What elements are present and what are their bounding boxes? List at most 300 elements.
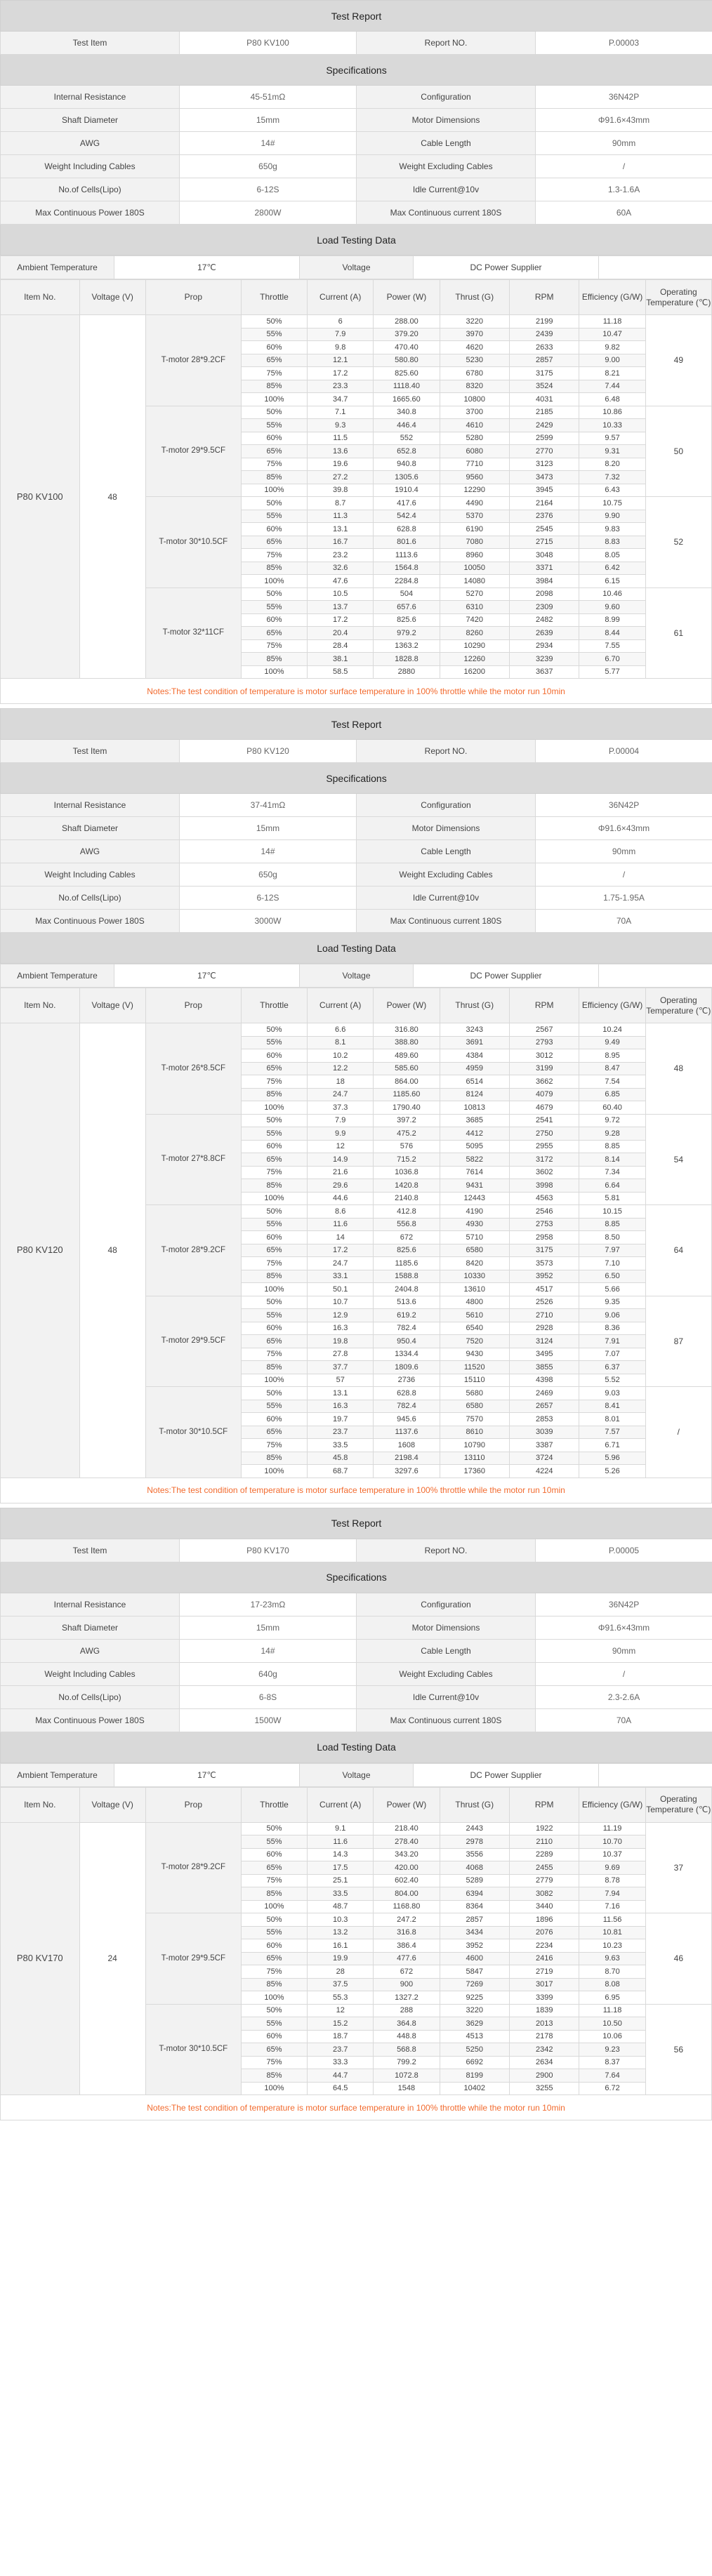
data-cell: 100% xyxy=(241,665,307,679)
data-cell: 2955 xyxy=(509,1140,579,1153)
data-cell: 65% xyxy=(241,2043,307,2057)
prop-cell: T-motor 30*10.5CF xyxy=(145,1387,241,1478)
data-cell: 979.2 xyxy=(374,627,440,640)
data-cell: 2185 xyxy=(509,406,579,419)
data-cell: 12 xyxy=(308,1140,374,1153)
data-cell: 2376 xyxy=(509,510,579,523)
spec-row xyxy=(1,887,712,910)
operating-temperature: 50 xyxy=(645,406,711,497)
voltage-cell: 48 xyxy=(79,1023,145,1478)
data-cell: 278.40 xyxy=(374,1835,440,1849)
data-cell: 10050 xyxy=(440,562,509,575)
spec-value: 37-41mΩ xyxy=(180,794,357,817)
column-header: Item No. xyxy=(1,988,80,1023)
data-cell: 388.80 xyxy=(374,1036,440,1049)
data-cell: 7080 xyxy=(440,536,509,549)
spec-row xyxy=(1,1662,712,1685)
data-cell: 85% xyxy=(241,380,307,393)
prop-cell: T-motor 32*11CF xyxy=(145,587,241,679)
data-cell: 100% xyxy=(241,1283,307,1296)
report-no-value: P.00004 xyxy=(536,740,712,763)
data-cell: 2750 xyxy=(509,1127,579,1141)
data-cell: 8.08 xyxy=(579,1978,645,1991)
load-testing-title: Load Testing Data xyxy=(1,225,712,255)
data-cell: 14080 xyxy=(440,575,509,588)
spec-row xyxy=(1,1708,712,1732)
data-cell: 85% xyxy=(241,1270,307,1283)
data-cell: 50% xyxy=(241,1296,307,1309)
data-cell: 8.78 xyxy=(579,1874,645,1887)
data-cell: 10.50 xyxy=(579,2017,645,2031)
data-cell: 18 xyxy=(308,1075,374,1089)
data-cell: 65% xyxy=(241,445,307,458)
data-cell: 33.5 xyxy=(308,1439,374,1452)
data-cell: 580.80 xyxy=(374,354,440,367)
data-cell: 7.94 xyxy=(579,1887,645,1901)
test-item-value: P80 KV120 xyxy=(180,740,357,763)
spec-label: Max Continuous Power 180S xyxy=(1,1708,180,1732)
data-cell: 2541 xyxy=(509,1114,579,1127)
data-cell: 50% xyxy=(241,1205,307,1219)
data-cell: 2198.4 xyxy=(374,1452,440,1465)
prop-cell: T-motor 29*9.5CF xyxy=(145,1913,241,2005)
column-header: Throttle xyxy=(241,988,307,1023)
data-cell: 7710 xyxy=(440,458,509,471)
data-cell: 3637 xyxy=(509,665,579,679)
data-cell: 4563 xyxy=(509,1192,579,1205)
data-cell: 3724 xyxy=(509,1452,579,1465)
data-cell: 33.3 xyxy=(308,2056,374,2069)
data-cell: 16200 xyxy=(440,665,509,679)
spec-value: 36N42P xyxy=(536,86,712,109)
data-cell: 9.00 xyxy=(579,354,645,367)
data-cell: 4398 xyxy=(509,1374,579,1387)
data-cell: 65% xyxy=(241,1952,307,1965)
spec-label: Max Continuous Power 180S xyxy=(1,910,180,933)
spec-row xyxy=(1,1685,712,1708)
spec-label: No.of Cells(Lipo) xyxy=(1,887,180,910)
report-no-value: P.00003 xyxy=(536,32,712,55)
data-cell: 8.99 xyxy=(579,613,645,627)
column-header: Throttle xyxy=(241,280,307,315)
data-cell: 1910.4 xyxy=(374,484,440,497)
data-cell: 10402 xyxy=(440,2082,509,2095)
data-cell: 14.3 xyxy=(308,1848,374,1861)
data-cell: 6.95 xyxy=(579,1991,645,2005)
spec-row xyxy=(1,109,712,132)
data-cell: 6.70 xyxy=(579,653,645,666)
data-cell: 17.2 xyxy=(308,367,374,380)
data-cell: 37.5 xyxy=(308,1978,374,1991)
report-no-value: P.00005 xyxy=(536,1539,712,1562)
data-cell: 1334.4 xyxy=(374,1348,440,1361)
spec-label: Weight Excluding Cables xyxy=(357,1662,536,1685)
data-cell: 85% xyxy=(241,1978,307,1991)
data-cell: 28.4 xyxy=(308,639,374,653)
spec-label: AWG xyxy=(1,132,180,155)
data-cell: 2657 xyxy=(509,1400,579,1413)
data-cell: 288.00 xyxy=(374,315,440,328)
data-cell: 100% xyxy=(241,484,307,497)
data-cell: 60% xyxy=(241,1939,307,1953)
spec-label: Idle Current@10v xyxy=(357,887,536,910)
data-cell: 825.60 xyxy=(374,367,440,380)
data-cell: 16.3 xyxy=(308,1322,374,1335)
data-cell: 2719 xyxy=(509,1965,579,1979)
specifications-title: Specifications xyxy=(1,1562,712,1593)
test-item-value: P80 KV170 xyxy=(180,1539,357,1562)
ambient-temperature-label: Ambient Temperature xyxy=(1,964,114,988)
data-cell: 100% xyxy=(241,1991,307,2005)
table-row xyxy=(1,1822,712,1835)
data-cell: 8.47 xyxy=(579,1062,645,1075)
data-cell: 19.8 xyxy=(308,1335,374,1348)
data-cell: 864.00 xyxy=(374,1075,440,1089)
column-header: Prop xyxy=(145,280,241,315)
data-cell: 2526 xyxy=(509,1296,579,1309)
data-cell: 3952 xyxy=(440,1939,509,1953)
data-cell: 12.1 xyxy=(308,354,374,367)
data-cell: 11.3 xyxy=(308,510,374,523)
data-cell: 6.64 xyxy=(579,1179,645,1193)
voltage-value: DC Power Supplier xyxy=(414,256,599,279)
data-cell: 10.75 xyxy=(579,497,645,510)
report-gap xyxy=(0,2120,712,2125)
test-item-label: Test Item xyxy=(1,32,180,55)
data-cell: 1327.2 xyxy=(374,1991,440,2005)
spec-label: Weight Including Cables xyxy=(1,1662,180,1685)
spec-label: Cable Length xyxy=(357,840,536,863)
prop-cell: T-motor 28*9.2CF xyxy=(145,1205,241,1296)
ambient-temperature-value: 17℃ xyxy=(114,1763,300,1786)
data-cell: 23.2 xyxy=(308,549,374,562)
data-cell: 6.72 xyxy=(579,2082,645,2095)
column-header: Power (W) xyxy=(374,1787,440,1822)
column-header: Voltage (V) xyxy=(79,1787,145,1822)
data-cell: 33.5 xyxy=(308,1887,374,1901)
data-cell: 57 xyxy=(308,1374,374,1387)
spec-value: 650g xyxy=(180,155,357,178)
data-cell: 5250 xyxy=(440,2043,509,2057)
data-cell: 3855 xyxy=(509,1361,579,1374)
spec-label: Shaft Diameter xyxy=(1,817,180,840)
data-cell: 8.41 xyxy=(579,1400,645,1413)
data-cell: 4031 xyxy=(509,393,579,406)
data-cell: 1113.6 xyxy=(374,549,440,562)
specifications-title: Specifications xyxy=(1,55,712,86)
data-cell: 100% xyxy=(241,1192,307,1205)
data-cell: 13.7 xyxy=(308,601,374,614)
spec-label: Max Continuous current 180S xyxy=(357,201,536,225)
spec-value: 14# xyxy=(180,1639,357,1662)
data-cell: 9560 xyxy=(440,471,509,484)
data-cell: 7.97 xyxy=(579,1244,645,1257)
data-cell: 44.6 xyxy=(308,1192,374,1205)
data-cell: 2639 xyxy=(509,627,579,640)
spec-value: 45-51mΩ xyxy=(180,86,357,109)
data-cell: 8.85 xyxy=(579,1140,645,1153)
data-cell: 801.6 xyxy=(374,536,440,549)
data-cell: 10.5 xyxy=(308,587,374,601)
data-cell: 47.6 xyxy=(308,575,374,588)
data-cell: 3220 xyxy=(440,315,509,328)
spec-value: 90mm xyxy=(536,132,712,155)
spec-row xyxy=(1,1593,712,1616)
data-cell: 75% xyxy=(241,1439,307,1452)
data-cell: 4930 xyxy=(440,1218,509,1231)
spec-label: Shaft Diameter xyxy=(1,1616,180,1639)
data-cell: 19.9 xyxy=(308,1952,374,1965)
prop-cell: T-motor 30*10.5CF xyxy=(145,497,241,588)
data-cell: 7.55 xyxy=(579,639,645,653)
data-cell: 55% xyxy=(241,2017,307,2031)
data-cell: 60% xyxy=(241,1413,307,1426)
data-cell: 7.1 xyxy=(308,406,374,419)
data-cell: 55% xyxy=(241,328,307,341)
data-cell: 3970 xyxy=(440,328,509,341)
data-cell: 10.70 xyxy=(579,1835,645,1849)
test-report xyxy=(0,0,712,708)
spec-label: Motor Dimensions xyxy=(357,1616,536,1639)
spacer-cell xyxy=(599,256,712,279)
data-cell: 628.8 xyxy=(374,1387,440,1400)
item-no: P80 KV170 xyxy=(1,1822,80,2095)
data-cell: 2482 xyxy=(509,613,579,627)
data-cell: 5280 xyxy=(440,432,509,445)
data-cell: 65% xyxy=(241,354,307,367)
data-cell: 8.44 xyxy=(579,627,645,640)
data-cell: 100% xyxy=(241,1101,307,1115)
data-cell: 8420 xyxy=(440,1257,509,1270)
data-cell: 446.4 xyxy=(374,419,440,432)
data-cell: 50% xyxy=(241,1913,307,1927)
spec-label: Weight Excluding Cables xyxy=(357,863,536,887)
spec-row xyxy=(1,201,712,225)
data-cell: 5.96 xyxy=(579,1452,645,1465)
operating-temperature: 46 xyxy=(645,1913,711,2005)
data-cell: 55% xyxy=(241,419,307,432)
data-cell: 33.1 xyxy=(308,1270,374,1283)
data-cell: 2978 xyxy=(440,1835,509,1849)
data-cell: 8.7 xyxy=(308,497,374,510)
data-cell: 75% xyxy=(241,1166,307,1179)
report-no-label: Report NO. xyxy=(357,32,536,55)
data-cell: 9.83 xyxy=(579,523,645,536)
data-cell: 10.47 xyxy=(579,328,645,341)
spec-label: Configuration xyxy=(357,1593,536,1616)
data-cell: 5610 xyxy=(440,1309,509,1322)
prop-cell: T-motor 28*9.2CF xyxy=(145,1822,241,1913)
data-cell: 2110 xyxy=(509,1835,579,1849)
spec-value: / xyxy=(536,155,712,178)
spec-label: Motor Dimensions xyxy=(357,817,536,840)
spec-value: 70A xyxy=(536,1708,712,1732)
data-cell: 8320 xyxy=(440,380,509,393)
data-cell: 6.85 xyxy=(579,1088,645,1101)
data-cell: 45.8 xyxy=(308,1452,374,1465)
data-cell: 8.05 xyxy=(579,549,645,562)
data-cell: 542.4 xyxy=(374,510,440,523)
data-cell: 75% xyxy=(241,1075,307,1089)
data-cell: 2633 xyxy=(509,341,579,354)
data-cell: 10.2 xyxy=(308,1049,374,1063)
spec-row xyxy=(1,178,712,201)
data-cell: 2715 xyxy=(509,536,579,549)
load-testing-title: Load Testing Data xyxy=(1,933,712,964)
data-cell: 2958 xyxy=(509,1231,579,1244)
data-cell: 2710 xyxy=(509,1309,579,1322)
data-cell: 6580 xyxy=(440,1244,509,1257)
data-cell: 556.8 xyxy=(374,1218,440,1231)
data-cell: 1809.6 xyxy=(374,1361,440,1374)
spec-label: No.of Cells(Lipo) xyxy=(1,1685,180,1708)
data-cell: 7.32 xyxy=(579,471,645,484)
data-cell: 100% xyxy=(241,1465,307,1478)
test-note: Notes:The test condition of temperature is motor surface temperature in 100% throttle while the motor run 10min xyxy=(1,1478,712,1503)
data-cell: 7.91 xyxy=(579,1335,645,1348)
data-cell: 619.2 xyxy=(374,1309,440,1322)
data-cell: 417.6 xyxy=(374,497,440,510)
column-header: Prop xyxy=(145,988,241,1023)
data-cell: 3199 xyxy=(509,1062,579,1075)
data-cell: 5370 xyxy=(440,510,509,523)
data-cell: 2013 xyxy=(509,2017,579,2031)
spec-value: 640g xyxy=(180,1662,357,1685)
spec-row xyxy=(1,817,712,840)
data-cell: 2455 xyxy=(509,1861,579,1875)
data-cell: 3172 xyxy=(509,1153,579,1167)
data-cell: 55% xyxy=(241,1926,307,1939)
data-cell: 3952 xyxy=(509,1270,579,1283)
column-header: Efficiency (G/W) xyxy=(579,1787,645,1822)
data-cell: 60% xyxy=(241,341,307,354)
column-header: Current (A) xyxy=(308,988,374,1023)
data-cell: 6540 xyxy=(440,1322,509,1335)
column-header: Efficiency (G/W) xyxy=(579,988,645,1023)
operating-temperature: 52 xyxy=(645,497,711,588)
data-cell: 316.80 xyxy=(374,1023,440,1037)
data-cell: 6.71 xyxy=(579,1439,645,1452)
data-cell: 2880 xyxy=(374,665,440,679)
column-header: RPM xyxy=(509,280,579,315)
spec-value: 90mm xyxy=(536,840,712,863)
data-cell: 2098 xyxy=(509,587,579,601)
data-cell: 3945 xyxy=(509,484,579,497)
data-cell: 7.9 xyxy=(308,328,374,341)
voltage-label: Voltage xyxy=(300,964,414,988)
data-cell: 2770 xyxy=(509,445,579,458)
data-cell: 8.85 xyxy=(579,1218,645,1231)
data-cell: 23.3 xyxy=(308,380,374,393)
data-cell: 8.83 xyxy=(579,536,645,549)
data-cell: 4079 xyxy=(509,1088,579,1101)
data-cell: 8.36 xyxy=(579,1322,645,1335)
data-cell: 17.2 xyxy=(308,613,374,627)
data-cell: 379.20 xyxy=(374,328,440,341)
data-cell: 9.57 xyxy=(579,432,645,445)
data-cell: 75% xyxy=(241,1965,307,1979)
data-cell: 7.10 xyxy=(579,1257,645,1270)
data-cell: 4190 xyxy=(440,1205,509,1219)
data-cell: 1185.60 xyxy=(374,1088,440,1101)
data-cell: 6 xyxy=(308,315,374,328)
operating-temperature: 37 xyxy=(645,1822,711,1913)
data-cell: 4679 xyxy=(509,1101,579,1115)
data-cell: 24.7 xyxy=(308,1257,374,1270)
data-cell: 12.9 xyxy=(308,1309,374,1322)
data-cell: 1118.40 xyxy=(374,380,440,393)
data-cell: 8.70 xyxy=(579,1965,645,1979)
data-cell: 60% xyxy=(241,1231,307,1244)
data-cell: 50% xyxy=(241,1023,307,1037)
data-cell: 65% xyxy=(241,1426,307,1439)
data-cell: 9.63 xyxy=(579,1952,645,1965)
spacer-cell xyxy=(599,1763,712,1786)
spec-row xyxy=(1,132,712,155)
operating-temperature: 61 xyxy=(645,587,711,679)
spec-label: Max Continuous current 180S xyxy=(357,910,536,933)
data-cell: 8.21 xyxy=(579,367,645,380)
data-cell: 4412 xyxy=(440,1127,509,1141)
report-title: Test Report xyxy=(1,709,712,740)
data-cell: 100% xyxy=(241,1900,307,1913)
data-cell: 2857 xyxy=(440,1913,509,1927)
data-cell: 2140.8 xyxy=(374,1192,440,1205)
data-cell: 2793 xyxy=(509,1036,579,1049)
data-cell: 75% xyxy=(241,458,307,471)
prop-cell: T-motor 26*8.5CF xyxy=(145,1023,241,1115)
column-header: Throttle xyxy=(241,1787,307,1822)
spec-value: 70A xyxy=(536,910,712,933)
data-cell: 6.50 xyxy=(579,1270,645,1283)
prop-cell: T-motor 29*9.5CF xyxy=(145,406,241,497)
data-cell: 513.6 xyxy=(374,1296,440,1309)
data-cell: 15110 xyxy=(440,1374,509,1387)
spec-value: / xyxy=(536,863,712,887)
spec-label: Weight Excluding Cables xyxy=(357,155,536,178)
data-cell: 5289 xyxy=(440,1874,509,1887)
column-header: RPM xyxy=(509,988,579,1023)
spec-label: Configuration xyxy=(357,86,536,109)
data-cell: 825.6 xyxy=(374,613,440,627)
data-cell: 7.54 xyxy=(579,1075,645,1089)
data-cell: 3556 xyxy=(440,1848,509,1861)
data-cell: 10.33 xyxy=(579,419,645,432)
specifications-table xyxy=(0,0,712,255)
data-cell: 3524 xyxy=(509,380,579,393)
data-cell: 10.7 xyxy=(308,1296,374,1309)
data-cell: 1420.8 xyxy=(374,1179,440,1193)
data-cell: 16.3 xyxy=(308,1400,374,1413)
report-title: Test Report xyxy=(1,1508,712,1539)
ambient-table xyxy=(0,255,712,279)
data-cell: 55% xyxy=(241,1036,307,1049)
report-no-label: Report NO. xyxy=(357,1539,536,1562)
column-header: Voltage (V) xyxy=(79,280,145,315)
data-cell: 420.00 xyxy=(374,1861,440,1875)
voltage-value: DC Power Supplier xyxy=(414,964,599,988)
column-header: Operating Temperature (℃) xyxy=(645,1787,711,1822)
data-cell: 10290 xyxy=(440,639,509,653)
data-cell: 11.6 xyxy=(308,1835,374,1849)
data-cell: 2934 xyxy=(509,639,579,653)
spec-row xyxy=(1,1616,712,1639)
data-cell: 8.1 xyxy=(308,1036,374,1049)
data-cell: 10.86 xyxy=(579,406,645,419)
data-cell: 28 xyxy=(308,1965,374,1979)
test-item-label: Test Item xyxy=(1,740,180,763)
column-header: Operating Temperature (℃) xyxy=(645,988,711,1023)
